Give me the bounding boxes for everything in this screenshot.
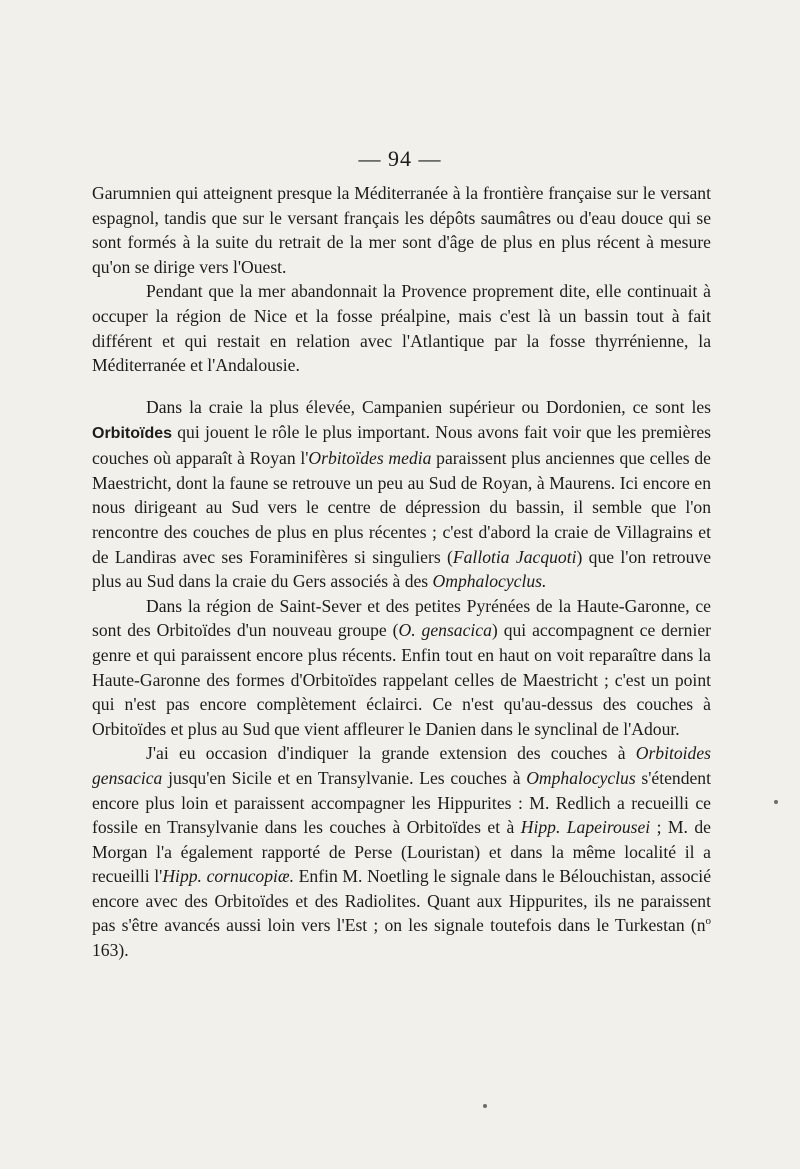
paragraph-5-italic-4: Hipp. cornucopiæ. [162,866,295,887]
paragraph-2: Pendant que la mer abandonnait la Provence proprement dite, elle continuait à occuper la région de Nice et la fosse préalpine, mais c'est là un bassin tout à fait différent et qui restait en relation avec l'Atlantique par la fosse thyrrénienne, la Méditerranée et l'Andalousie. [92,281,711,376]
paragraph-4 [92,594,711,742]
paper-speck [774,800,778,804]
paragraph-4-text-1: Dans la région de Saint-Sever et des petites Pyrénées de la Haute-Garonne, ce sont des Orbitoïdes d'un nouveau groupe ( [92,595,711,641]
paragraph-3-text-4: ) que l'on retrouve plus au Sud dans la craie du Gers associés à des [92,546,712,592]
paragraph-3-text-1: Dans la craie la plus élevée, Campanien supérieur ou Dordonien, ce sont les [146,397,711,417]
paragraph-5-italic-2: Omphalocyclus [526,767,636,788]
page-number: — 94 — [358,146,442,171]
paragraph-3-bold-term: Orbitoïdes [92,424,173,442]
text-block-main [92,395,711,963]
paragraph-3-italic-2: Fallotia Jacquoti [452,546,577,567]
paragraph-5-text-1: J'ai eu occasion d'indiquer la grande extension des couches à [146,743,636,764]
paragraph-3 [92,395,711,594]
text-block-top [92,181,711,378]
paragraph-4-italic-1: O. gensacica [398,620,492,641]
paragraph-3-italic-3: Omphalocyclus. [432,571,547,592]
paragraph-5-text-3: s'étendent encore plus loin et paraissent accompagner les Hippurites : M. Redlich a recueilli ce fossile en Transylvanie dans les couches à Orbitoïdes et à [92,767,711,838]
paragraph-5-italic-3: Hipp. Lapeirousei [520,817,651,838]
paragraph-5-text-4: ; M. de Morgan l'a également rapporté de Perse (Louristan) et dans la même localité il a recueilli l' [92,817,711,887]
paragraph-3-italic-1: Orbitoïdes media [308,448,432,469]
paragraph-5 [92,741,711,962]
paragraph-1: Garumnien qui atteignent presque la Méditerranée à la frontière française sur le versant espagnol, tandis que sur le versant français les dépôts saumâtres ou d'eau douce qui se sont formés à la suite du retrait de la mer sont d'âge de plus en plus récent à mesure qu'on se dirige vers l'Ouest. [92,183,711,277]
paragraph-3-text-3: paraissent plus anciennes que celles de Maestricht, dont la faune se retrouve un peu au Sud de Royan, à Maurens. Ici encore en nous dirigeant au Sud vers le centre de dépression du bassin, il semble que l'on rencontre des couches de plus en plus récentes ; c'est d'abord la craie de Villagrains et de Landiras avec ses Foraminifères si singuliers ( [92,448,711,567]
paragraph-5-superscript: o [705,915,711,928]
paragraph-4-text-2: ) qui accompagnent ce dernier genre et qui paraissent encore plus récents. Enfin tout en haut on voit reparaître dans la Haute-Garonne des formes d'Orbitoïdes rappelant celles de Maestricht ; c'est un point qui n'est pas encore complètement éclairci. Ce n'est qu'au-dessus des couches à Orbitoïdes et plus au Sud que vient affleurer le Danien dans le synclinal de l'Adour. [92,620,711,739]
paragraph-3-text-2: qui jouent le rôle le plus important. Nous avons fait voir que les premières couches où apparaît à Royan l' [92,421,711,469]
paragraph-5-text-5: Enfin M. Noetling le signale dans le Bélouchistan, associé encore avec des Orbitoïdes et des Radiolites. Quant aux Hippurites, ils ne paraissent pas s'être avancés aussi loin vers l'Est ; on les signale toutefois dans le Turkestan (n [92,866,712,936]
paragraph-5-text-6: 163). [92,940,129,961]
paragraph-5-italic-1: Orbitoides gensacica [92,743,711,788]
paragraph-5-text-2: jusqu'en Sicile et en Transylvanie. Les couches à [162,767,527,788]
paper-speck [483,1104,487,1108]
